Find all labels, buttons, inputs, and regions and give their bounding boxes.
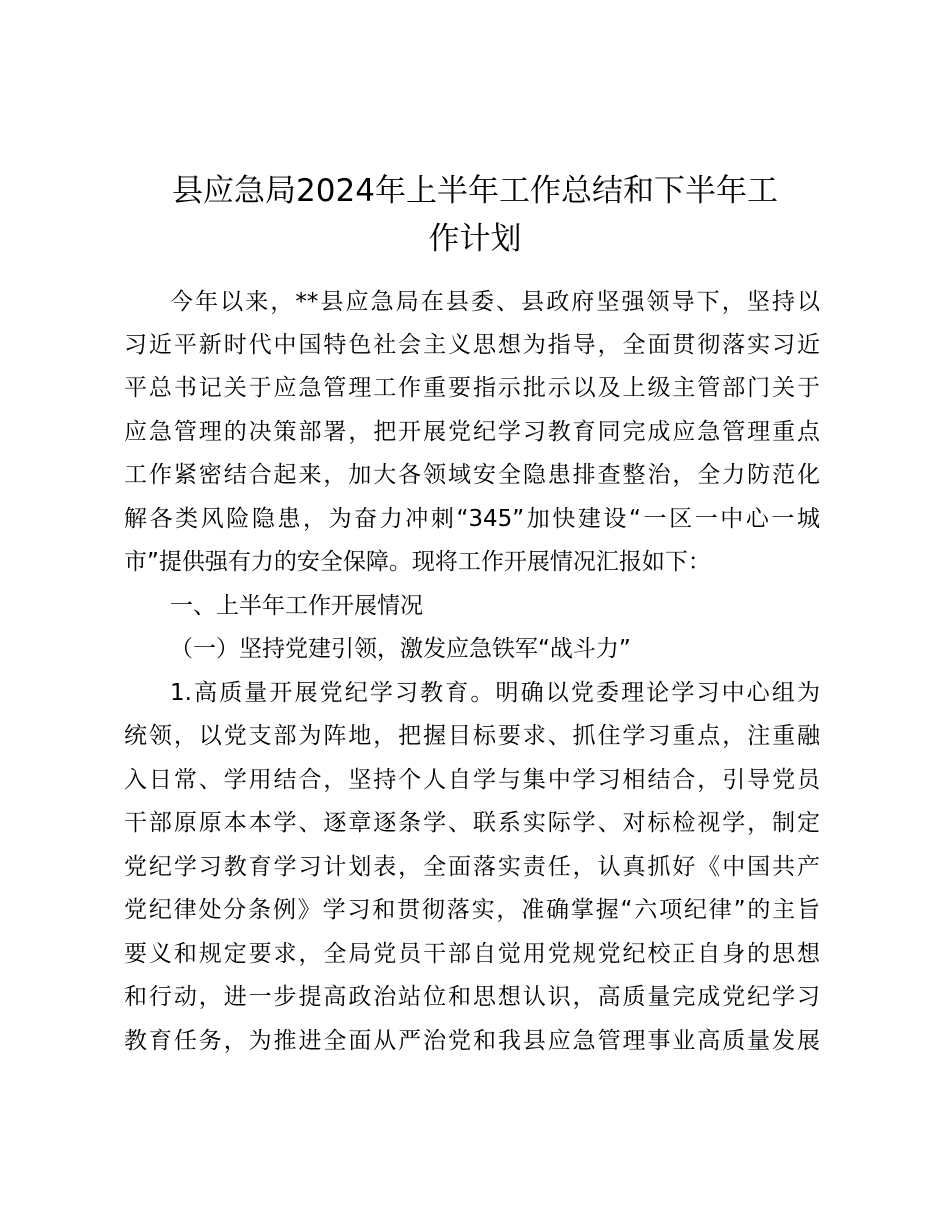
- paragraph-line: 习近平新时代中国特色社会主义思想为指导，全面贯彻落实习近: [124, 332, 820, 358]
- paragraph-line: 党纪律处分条例》学习和贯彻落实，准确掌握“六项纪律”的主旨: [124, 897, 820, 923]
- paragraph-line: 平总书记关于应急管理工作重要指示批示以及上级主管部门关于: [124, 375, 820, 401]
- paragraph-line: 1.高质量开展党纪学习教育。明确以党委理论学习中心组为: [170, 680, 820, 706]
- paragraph-line: 解各类风险隐患，为奋力冲刺“345”加快建设“一区一中心一城: [124, 506, 820, 532]
- paragraph-line: 今年以来，**县应急局在县委、县政府坚强领导下，坚持以: [170, 289, 820, 315]
- paragraph-line: 工作紧密结合起来，加大各领域安全隐患排查整治，全力防范化: [124, 462, 820, 488]
- document-title-line-2: 作计划: [428, 221, 522, 257]
- paragraph-line: 市”提供强有力的安全保障。现将工作开展情况汇报如下：: [124, 549, 711, 575]
- paragraph-line: 应急管理的决策部署，把开展党纪学习教育同完成应急管理重点: [124, 419, 820, 445]
- paragraph-line: 教育任务，为推进全面从严治党和我县应急管理事业高质量发展: [124, 1028, 820, 1054]
- subsection-heading: （一）坚持党建引领，激发应急铁军“战斗力”: [170, 636, 631, 662]
- paragraph-line: 要义和规定要求，全局党员干部自觉用党规党纪校正自身的思想: [124, 941, 820, 967]
- section-heading: 一、上半年工作开展情况: [170, 593, 423, 619]
- paragraph-line: 入日常、学用结合，坚持个人自学与集中学习相结合，引导党员: [124, 767, 820, 793]
- paragraph-line: 和行动，进一步提高政治站位和思想认识，高质量完成党纪学习: [124, 984, 820, 1010]
- paragraph-line: 干部原原本本学、逐章逐条学、联系实际学、对标检视学，制定: [124, 810, 820, 836]
- paragraph-line: 统领，以党支部为阵地，把握目标要求、抓住学习重点，注重融: [124, 723, 820, 749]
- document-title-line-1: 县应急局2024年上半年工作总结和下半年工: [172, 173, 778, 209]
- paragraph-line: 党纪学习教育学习计划表，全面落实责任，认真抓好《中国共产: [124, 854, 820, 880]
